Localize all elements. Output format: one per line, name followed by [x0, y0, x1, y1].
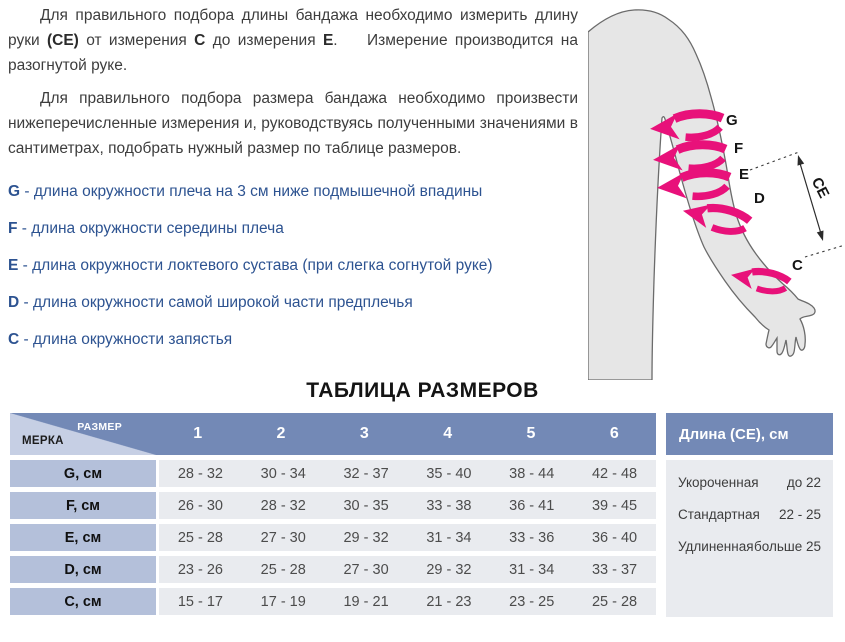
list-item [8, 180, 493, 204]
intro-p1-text: . Измерение производится на разогнутой руке. [8, 32, 578, 74]
size-table [10, 413, 656, 615]
table-cell: 25 - 28 [177, 529, 223, 546]
length-label: Стандартная [678, 507, 760, 522]
column-header-5: 5 [526, 425, 536, 442]
band-label-d: D [754, 190, 765, 207]
table-cell: 27 - 30 [260, 529, 306, 546]
intro-p1-bold-c: С [194, 32, 206, 49]
size-table-title: ТАБЛИЦА РАЗМЕРОВ [306, 379, 539, 402]
band-label-e: E [739, 166, 750, 183]
length-value: больше 25 [754, 539, 821, 554]
row-values [159, 524, 656, 551]
measure-letter-d: D [8, 294, 20, 311]
length-table-header: Длина (СЕ), см [666, 413, 833, 455]
row-values [159, 492, 656, 519]
table-row-f [10, 492, 656, 519]
table-cell: 33 - 36 [509, 529, 555, 546]
table-cell: 31 - 34 [426, 529, 472, 546]
intro-p1-text: до измерения [205, 32, 323, 49]
measurement-definitions-list [8, 180, 493, 365]
table-cell: 36 - 41 [509, 497, 555, 514]
column-header-3: 3 [359, 425, 369, 442]
table-cell: 15 - 17 [177, 593, 223, 610]
dashed-line-e-level [750, 152, 799, 170]
list-item [8, 328, 493, 352]
band-label-f: F [734, 140, 744, 157]
table-cell: 25 - 28 [591, 593, 638, 610]
table-cell: 42 - 48 [591, 465, 638, 482]
length-table-body [666, 460, 833, 617]
table-cell: 36 - 40 [591, 529, 638, 546]
length-label: Удлиненная [678, 539, 754, 554]
table-cell: 35 - 40 [426, 465, 472, 482]
dashed-line-c-level [805, 245, 845, 257]
length-label: Укороченная [678, 475, 759, 490]
row-label: D, см [10, 556, 156, 583]
row-label: C, см [10, 588, 156, 615]
intro-p1-text: Для правильного подбора длины бандажа необходимо измерить длину руки [8, 7, 578, 49]
column-header-4: 4 [443, 425, 453, 442]
corner-label-size: РАЗМЕР [77, 421, 122, 433]
intro-paragraph-1 [8, 3, 578, 78]
table-cell: 23 - 26 [177, 561, 223, 578]
list-item [8, 291, 493, 315]
table-cell: 33 - 38 [426, 497, 472, 514]
table-cell: 30 - 34 [260, 465, 306, 482]
table-cell: 26 - 30 [177, 497, 223, 514]
measure-desc: - длина окружности середины плеча [17, 220, 284, 237]
measure-desc: - длина окружности плеча на 3 см ниже подмышечной впадины [20, 183, 483, 200]
length-row-long [678, 539, 821, 554]
measure-letter-e: E [8, 257, 19, 274]
band-label-g: G [726, 112, 738, 129]
measure-letter-c: C [8, 331, 20, 348]
measure-letter-g: G [8, 183, 21, 200]
row-values [159, 588, 656, 615]
column-header-2: 2 [276, 425, 286, 442]
length-table [666, 413, 833, 617]
row-label: E, см [10, 524, 156, 551]
row-values [159, 556, 656, 583]
intro-paragraph-2: Для правильного подбора размера бандажа необходимо произвести нижеперечисленные измерения и, руководствуясь полученными значениями в сантиметрах, подобрать нужный размер по таблице размеров. [8, 90, 578, 157]
column-header-6: 6 [609, 425, 619, 442]
table-row-c [10, 588, 656, 615]
table-cell: 29 - 32 [343, 529, 389, 546]
table-cell: 17 - 19 [260, 593, 306, 610]
column-header-1: 1 [193, 425, 203, 442]
table-cell: 27 - 30 [343, 561, 389, 578]
length-value: 22 - 25 [778, 507, 821, 522]
size-table-header [10, 413, 656, 455]
table-cell: 28 - 32 [177, 465, 223, 482]
table-cell: 25 - 28 [260, 561, 306, 578]
table-cell: 28 - 32 [260, 497, 306, 514]
table-cell: 23 - 25 [509, 593, 555, 610]
size-column-headers [156, 413, 656, 455]
row-label: G, см [10, 460, 156, 487]
ce-label: CE [807, 174, 833, 201]
length-value: до 22 [786, 475, 821, 490]
list-item [8, 254, 493, 278]
table-cell: 21 - 23 [426, 593, 472, 610]
table-row-d [10, 556, 656, 583]
length-row-short [678, 475, 821, 490]
table-row-e [10, 524, 656, 551]
measure-desc: - длина окружности локтевого сустава (при слегка согнутой руке) [18, 257, 493, 274]
table-cell: 33 - 37 [591, 561, 638, 578]
length-row-standard [678, 507, 821, 522]
table-cell: 32 - 37 [343, 465, 389, 482]
table-cell: 31 - 34 [509, 561, 555, 578]
row-values [159, 460, 656, 487]
measure-desc: - длина окружности запястья [19, 331, 233, 348]
intro-p1-text: от измерения [78, 32, 195, 49]
table-cell: 39 - 45 [591, 497, 638, 514]
table-cell: 30 - 35 [343, 497, 389, 514]
intro-p1-bold-e: Е [322, 32, 334, 49]
table-cell: 19 - 21 [343, 593, 389, 610]
corner-label-measure: МЕРКА [22, 435, 64, 447]
intro-p1-bold-ce: (СЕ) [46, 32, 79, 49]
corner-cell [10, 413, 156, 455]
table-row-g [10, 460, 656, 487]
intro-text [8, 3, 578, 169]
table-cell: 38 - 44 [509, 465, 555, 482]
arm-measurement-figure [588, 0, 845, 380]
measure-letter-f: F [8, 220, 18, 237]
measure-desc: - длина окружности самой широкой части предплечья [19, 294, 413, 311]
list-item [8, 217, 493, 241]
table-cell: 29 - 32 [426, 561, 472, 578]
band-label-c: C [792, 257, 803, 274]
row-label: F, см [10, 492, 156, 519]
